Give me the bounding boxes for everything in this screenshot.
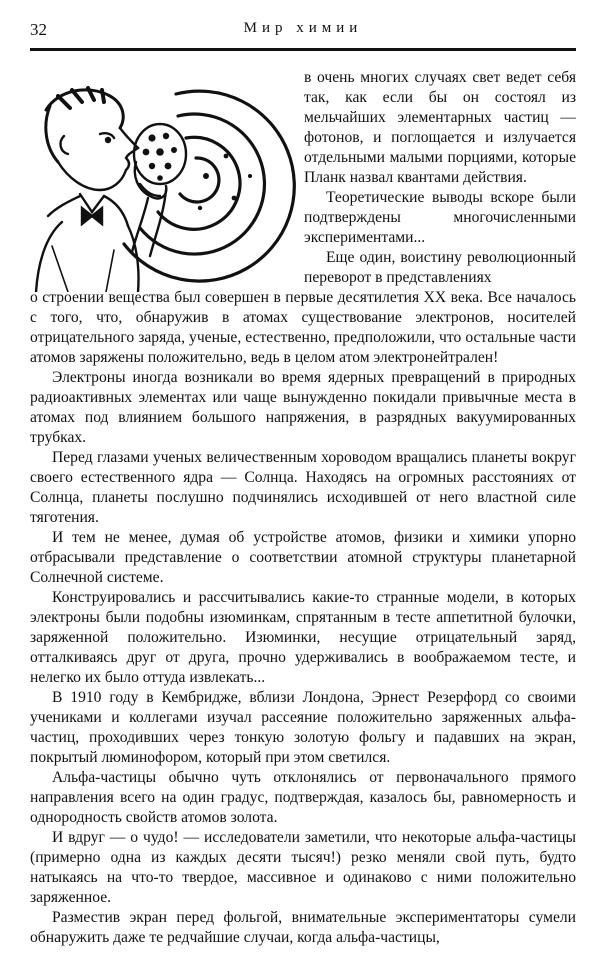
- top-right-column: [304, 68, 576, 288]
- paragraph-9: Альфа-частицы обычно чуть отклонялись от первоначального прямого направления всего на один градус, подтверждая, казалось бы, равномерность и однородность свойств атомов золота.: [30, 769, 576, 826]
- paragraph-8: В 1910 году в Кембридже, вблизи Лондона, Эрнест Резерфорд со своими учениками и коллегами изучал рассеяние положительно заряженных альфа-частиц, проходивших через тонкую золотую фольгу и падавших на экран, покрытый люминофором, который при этом светился.: [30, 689, 576, 766]
- header-rule: [30, 48, 576, 51]
- paragraph-5: Перед глазами ученых величественным хороводом вращались планеты вокруг своего естественного ядра — Солнца. Находясь на огромных расстояниях от Солнца, планеты послушно подчинялись исходившей от него властной силе тяготения.: [30, 449, 576, 526]
- paragraph-11: Разместив экран перед фольгой, внимательные экспериментаторы сумели обнаружить даже те редчайшие случаи, когда альфа-частицы,: [30, 909, 576, 946]
- paragraph-1: в очень многих случаях свет ведет себя так, как если бы он состоял из мельчайших элементарных частиц — фотонов, и поглощается и излучается отдельными малыми порциями, которые Планк назвал квантами действия.: [304, 69, 576, 186]
- paragraph-4: Электроны иногда возникали во время ядерных превращений в природных радиоактивных элементах или чаще вынужденно покидали привычные места в атомах под влиянием большого напряжения, в разрядных вакуумированных трубках.: [30, 369, 576, 446]
- paragraph-3-continued: о строении вещества был совершен в первые десятилетия XX века. Все началось с того, что, обнаружив в атомах существование электронов, носителей отрицательного заряда, ученые, естественно, предположили, что остальные части атомов заряжены положительно, ведь в целом атом электронейтрален!: [30, 289, 576, 366]
- paragraph-3-start: Еще один, воистину революционный переворот в представлениях: [304, 249, 576, 286]
- main-text-column: [30, 288, 576, 948]
- running-title: Мир химии: [243, 20, 363, 36]
- atom-illustration: [28, 66, 296, 292]
- page-number: 32: [30, 20, 47, 39]
- orbit-rings: [124, 91, 294, 281]
- page-header: [30, 20, 576, 44]
- atom-ball: [132, 124, 186, 256]
- paragraph-7: Конструировались и рассчитывались какие-то странные модели, в которых электроны были подобны изюминкам, спрятанным в тесте аппетитной булочки, заряженной положительно. Изюминки, несущие отрицательный заряд, отталкиваясь друг от друга, прочно удерживались в воображаемом тесте, и нелегко их было оттуда извлекать...: [30, 589, 576, 686]
- paragraph-10: И вдруг — о чудо! — исследователи заметили, что некоторые альфа-частицы (примерно одна из каждых десяти тысяч!) резко меняли свой путь, будто натыкаясь на что-то твердое, массивное и одинаково с ними положительно заряженное.: [30, 829, 576, 906]
- man-figure: [36, 88, 139, 292]
- paragraph-2: Теоретические выводы вскоре были подтверждены многочисленными экспериментами...: [304, 189, 576, 246]
- paragraph-6: И тем не менее, думая об устройстве атомов, физики и химики упорно отбрасывали представление о соответствии атомной структуры планетарной Солнечной системе.: [30, 529, 576, 586]
